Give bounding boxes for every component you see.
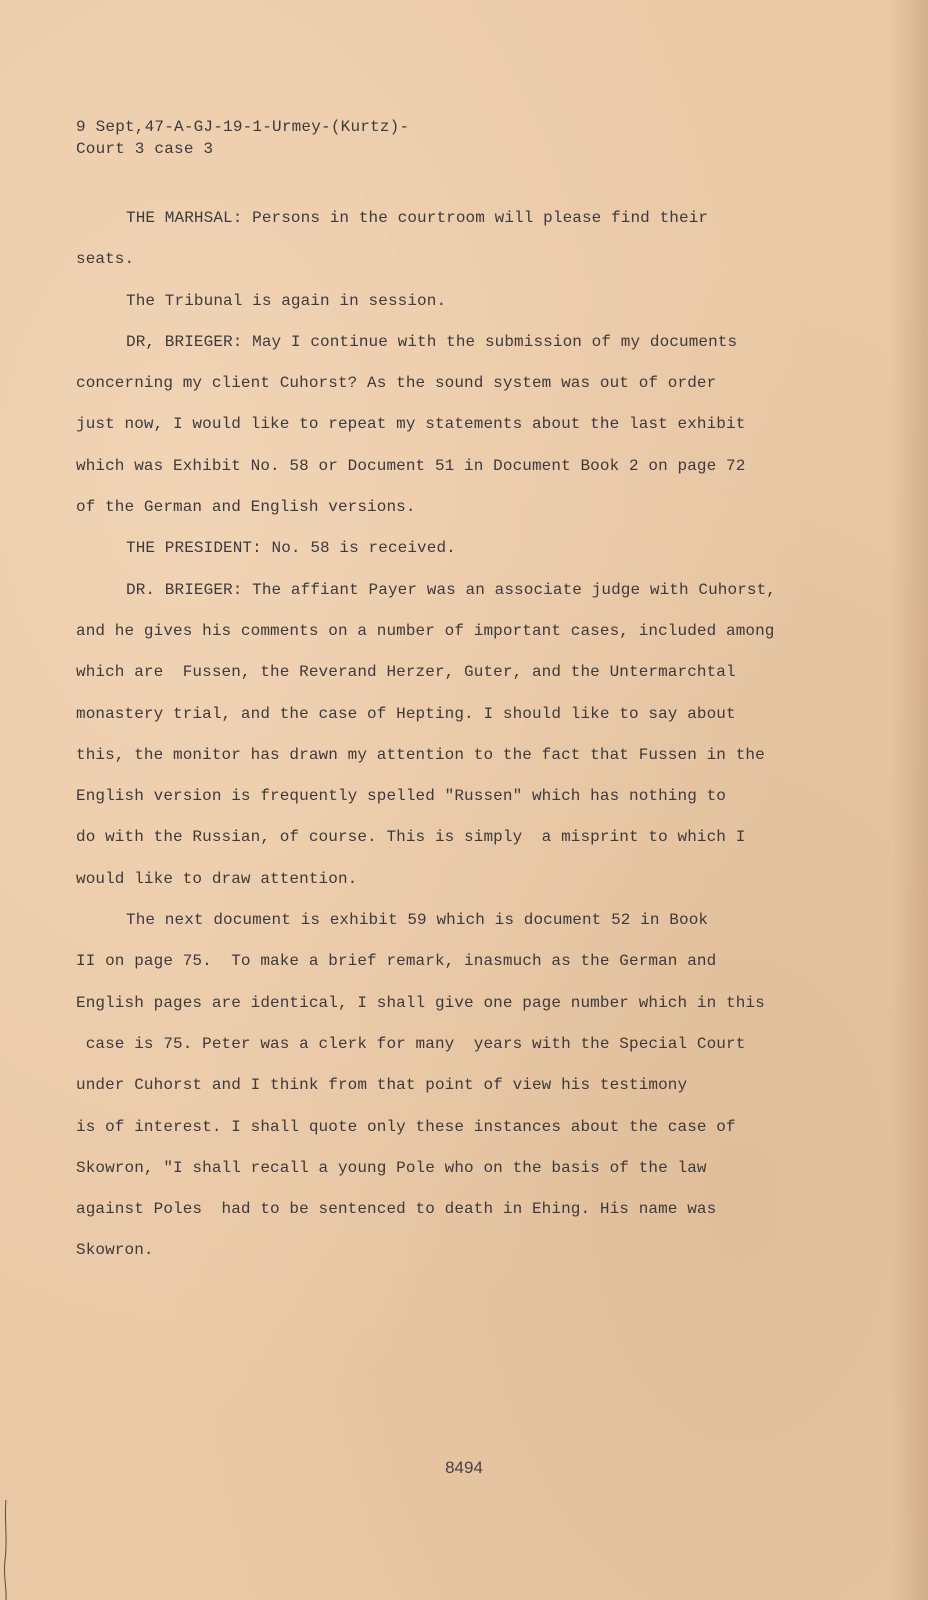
document-header xyxy=(76,116,409,160)
header-court-line: Court 3 case 3 xyxy=(76,140,214,158)
header-session-line: 9 Sept,47-A-GJ-19-1-Urmey-(Kurtz)- xyxy=(76,118,410,136)
transcript-line: English version is frequently spelled "Russen" which has nothing to xyxy=(76,787,727,806)
transcript-line: of the German and English versions. xyxy=(76,498,416,517)
transcript-line: THE MARHSAL: Persons in the courtroom will please find their xyxy=(126,209,709,227)
transcript-line: which was Exhibit No. 58 or Document 51 in Document Book 2 on page 72 xyxy=(76,456,746,475)
transcript-line: which are Fussen, the Reverand Herzer, Guter, and the Untermarchtal xyxy=(76,663,736,682)
transcript-line: seats. xyxy=(76,250,135,269)
transcript-body xyxy=(76,198,836,1272)
transcript-line: under Cuhorst and I think from that point of view his testimony xyxy=(76,1076,688,1095)
page-number: 8494 xyxy=(445,1458,483,1477)
transcript-line: The Tribunal is again in session. xyxy=(126,291,447,310)
transcript-line: case is 75. Peter was a clerk for many years with the Special Court xyxy=(76,1034,746,1053)
transcript-line: against Poles had to be sentenced to death in Ehing. His name was xyxy=(76,1200,717,1219)
transcript-line: this, the monitor has drawn my attention to the fact that Fussen in the xyxy=(76,745,765,764)
transcript-line: The next document is exhibit 59 which is document 52 in Book xyxy=(126,911,709,930)
transcript-line: Skowron. xyxy=(76,1241,154,1260)
transcript-line: do with the Russian, of course. This is simply a misprint to which I xyxy=(76,828,746,847)
transcript-line: DR. BRIEGER: The affiant Payer was an associate judge with Cuhorst, xyxy=(126,580,777,599)
transcript-line: THE PRESIDENT: No. 58 is received. xyxy=(126,539,456,558)
transcript-line: II on page 75. To make a brief remark, inasmuch as the German and xyxy=(76,952,717,971)
transcript-line: would like to draw attention. xyxy=(76,869,358,888)
transcript-line: and he gives his comments on a number of important cases, included among xyxy=(76,621,775,640)
transcript-line: concerning my client Cuhorst? As the sound system was out of order xyxy=(76,374,717,393)
transcript-line: English pages are identical, I shall give one page number which in this xyxy=(76,993,765,1012)
transcript-line: DR, BRIEGER: May I continue with the submission of my documents xyxy=(126,332,738,351)
transcript-line: Skowron, "I shall recall a young Pole who on the basis of the law xyxy=(76,1158,707,1177)
transcript-line: is of interest. I shall quote only these instances about the case of xyxy=(76,1117,736,1136)
transcript-line: monastery trial, and the case of Hepting. I should like to say about xyxy=(76,704,736,723)
paper-edge-mark xyxy=(0,1500,14,1600)
transcript-line: just now, I would like to repeat my statements about the last exhibit xyxy=(76,415,746,434)
